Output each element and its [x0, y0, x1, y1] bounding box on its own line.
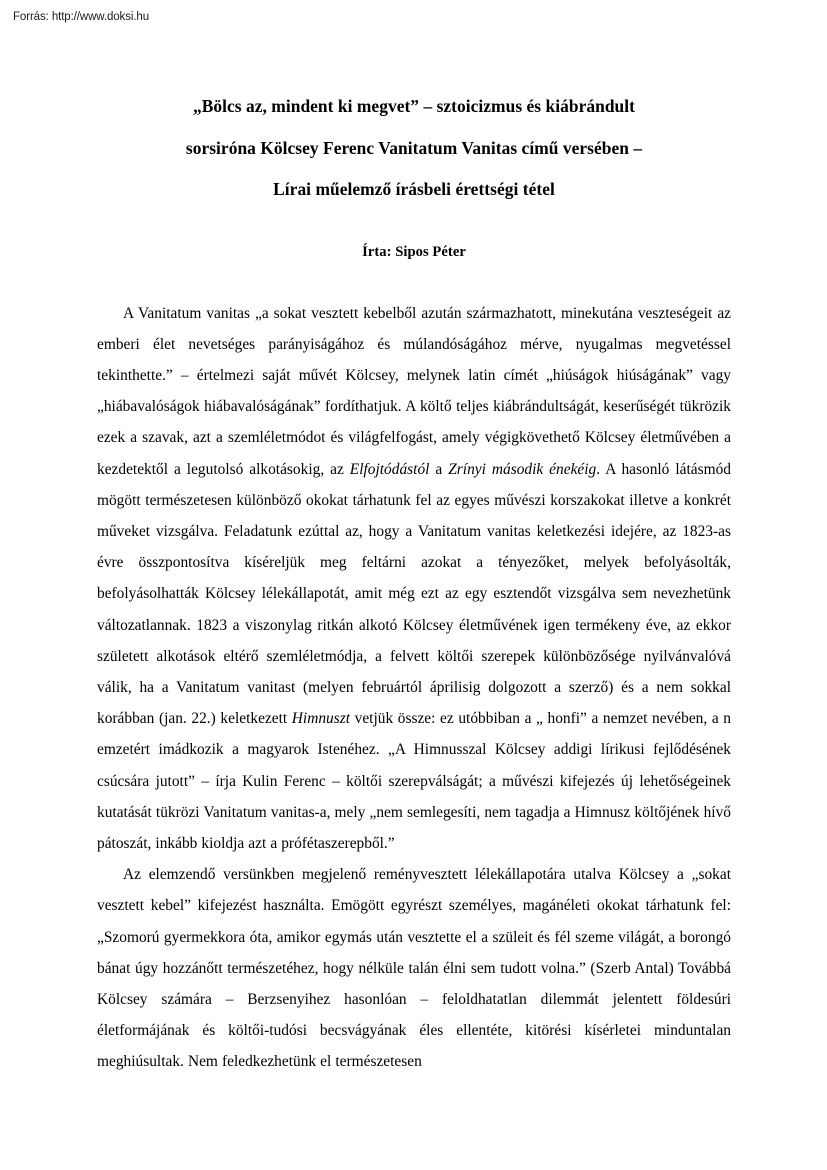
title-line-3: Lírai műelemző írásbeli érettségi tétel — [273, 179, 555, 199]
body-text — [97, 262, 731, 1078]
page-title — [97, 86, 731, 211]
author-byline: Írta: Sipos Péter — [362, 243, 466, 260]
paragraph: Az elemzendő versünkben megjelenő reményvesztett lélekállapotára utalva Kölcsey a „sokat vesztett kebel” kifejezést használta. Emögött egyrészt személyes, magánéleti okokat tárhatunk fel: „Szomorú gyermekkora óta, amikor egymás után vesztette el a szüleit és fél szeme világát, a borongó bánat úgy hozzánőtt természetéhez, hogy nélküle talán élni sem tudott volna.” (Szerb Antal) Továbbá Kölcsey számára – Berzsenyihez hasonlóan – feloldhatatlan dilemmát jelentett földesúri életformájának és költői-tudósi becsvágyának éles ellentéte, kitörési kísérletei minduntalan meghiúsultak. Nem feledkezhetünk el természetesen — [97, 866, 731, 1071]
document-content — [97, 86, 731, 1078]
paragraph: A Vanitatum vanitas „a sokat vesztett kebelből azután származhatott, minekutána veszteségeit az emberi élet nevetséges parányiságához és múlandóságához mérve, nyugalmas megvetéssel tekinthette.” – értelmezi saját művét Kölcsey, melynek latin címét „hiúságok hiúságának” vagy „hiábavalóságok hiábavalóságának” fordíthatjuk. A költő teljes kiábrándultságát, keserűségét tükrözik ezek a szavak, azt a szemléletmódot és világfelfogást, amely végigkövethető Kölcsey életművében a kezdetektől a legutolsó alkotásokig, az Elfojtódástól a Zrínyi második énekéig. A hasonló látásmód mögött természetesen különböző okokat tárhatunk fel az egyes művészi korszakokat illetve a konkrét műveket vizsgálva. Feladatunk ezúttal az, hogy a Vanitatum vanitas keletkezési idejére, az 1823-as évre összpontosítva kíséreljük meg feltárni azokat a tényezőket, melyek befolyásolták, befolyásolhatták Kölcsey lélekállapotát, amit még ezt az egy esztendőt vizsgálva sem nevezhetünk változatlannak. 1823 a viszonylag ritkán alkotó Kölcsey életművének igen termékeny éve, az ekkor született alkotások eltérő szemléletmódja, a felvett költői szerepek különbözősége nyilvánvalóvá válik, ha a Vanitatum vanitast (melyen februártól áprilisig dolgozott a szerző) és a nem sokkal korábban (jan. 22.) keletkezett Himnuszt vetjük össze: ez utóbbiban a „ honfi” a nemzet nevében, a n emzetért imádkozik a magyarok Istenéhez. „A Himnusszal Kölcsey addigi lírikusi fejlődésének csúcsára jutott” – írja Kulin Ferenc – költői szerepválságát; a művészi kifejezés új lehetőségeinek kutatását tükrözi Vanitatum vanitas-a, mely „nem semlegesíti, nem tagadja a Himnusz költőjének hívő pátoszát, inkább kioldja azt a prófétaszerepből.” — [97, 304, 731, 852]
title-line-1: „Bölcs az, mindent ki megvet” – sztoicizmus és kiábrándult — [192, 96, 635, 116]
title-line-2: sorsiróna Kölcsey Ferenc Vanitatum Vanitas című versében – — [185, 137, 643, 158]
source-watermark: Forrás: http://www.doksi.hu — [13, 11, 149, 23]
